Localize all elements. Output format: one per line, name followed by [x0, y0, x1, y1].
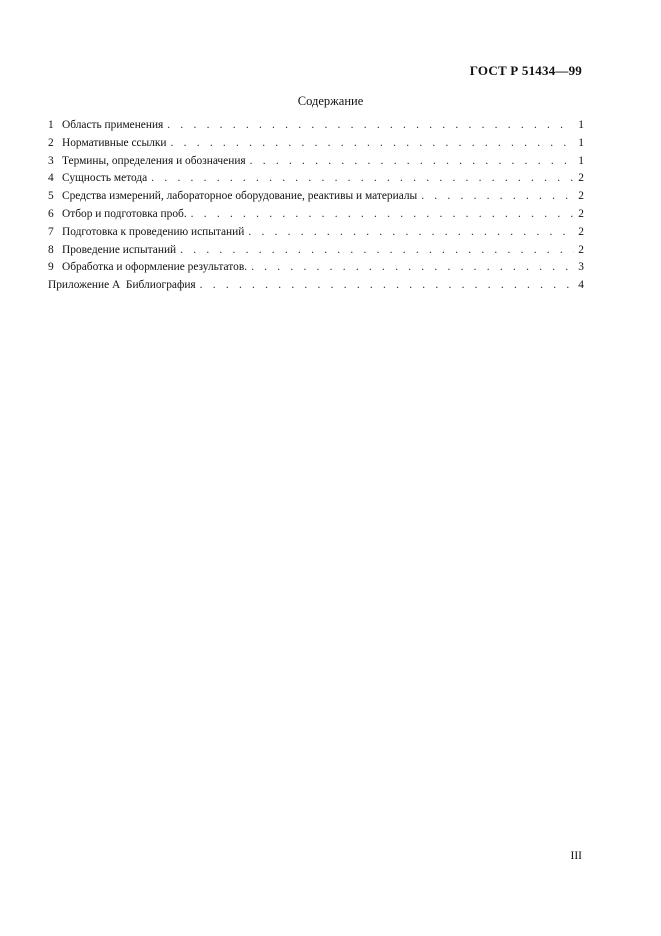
toc-item-number: 9 — [48, 261, 54, 274]
toc-item-label: Термины, определения и обозначения — [62, 154, 246, 167]
toc-item-label: Проведение испытаний — [62, 243, 177, 256]
toc-item-label: Нормативные ссылки — [62, 136, 167, 149]
toc-item-label: Область применения — [62, 119, 164, 131]
toc-item-page: 1 — [578, 154, 584, 167]
toc-item-number: 8 — [48, 243, 54, 256]
toc-item-label: Средства измерений, лабораторное оборудование, реактивы и материалы — [62, 190, 418, 203]
toc-item-number: 3 — [48, 154, 54, 167]
toc-item-number: 5 — [48, 190, 54, 203]
toc-leader-dots — [167, 119, 574, 131]
toc-item-label: Отбор и подготовка проб. — [62, 207, 187, 220]
toc-leader-dots — [248, 226, 574, 238]
toc-item-label: Приложение А Библиография — [48, 279, 196, 292]
toc-leader-dots — [151, 172, 574, 184]
toc-leader-dots — [180, 244, 574, 256]
toc-item-2[interactable] — [48, 137, 584, 155]
toc-item-8[interactable] — [48, 244, 584, 262]
toc-leader-dots — [250, 155, 575, 167]
table-of-contents — [48, 119, 584, 297]
toc-item-appendix-a[interactable] — [48, 279, 584, 297]
toc-item-number: 2 — [48, 136, 54, 149]
toc-item-page: 2 — [578, 172, 584, 185]
toc-item-page: 2 — [578, 225, 584, 238]
toc-item-label: Обработка и оформление результатов. — [62, 261, 248, 274]
toc-item-5[interactable] — [48, 190, 584, 208]
toc-leader-dots — [171, 137, 575, 149]
page-number: III — [570, 850, 582, 862]
toc-item-6[interactable] — [48, 208, 584, 226]
toc-item-number: 1 — [48, 119, 54, 131]
toc-item-1[interactable] — [48, 119, 584, 137]
toc-item-page: 1 — [578, 119, 584, 131]
toc-item-page: 1 — [578, 136, 584, 149]
toc-title: Содержание — [297, 94, 364, 108]
toc-leader-dots — [421, 190, 574, 202]
toc-item-9[interactable] — [48, 261, 584, 279]
toc-item-7[interactable] — [48, 226, 584, 244]
toc-item-4[interactable] — [48, 172, 584, 190]
toc-item-page: 2 — [578, 190, 584, 203]
toc-item-number: 7 — [48, 225, 54, 238]
toc-leader-dots — [191, 208, 575, 220]
toc-item-number: 4 — [48, 172, 54, 185]
toc-item-label: Сущность метода — [62, 172, 148, 185]
toc-item-number: 6 — [48, 207, 54, 220]
toc-leader-dots — [251, 261, 574, 273]
toc-item-page: 2 — [578, 207, 584, 220]
toc-item-page: 2 — [578, 243, 584, 256]
toc-item-3[interactable] — [48, 155, 584, 173]
toc-item-page: 4 — [578, 279, 584, 292]
document-code: ГОСТ Р 51434—99 — [469, 63, 582, 78]
toc-leader-dots — [200, 279, 575, 291]
toc-item-page: 3 — [578, 261, 584, 274]
toc-item-label: Подготовка к проведению испытаний — [62, 225, 245, 238]
